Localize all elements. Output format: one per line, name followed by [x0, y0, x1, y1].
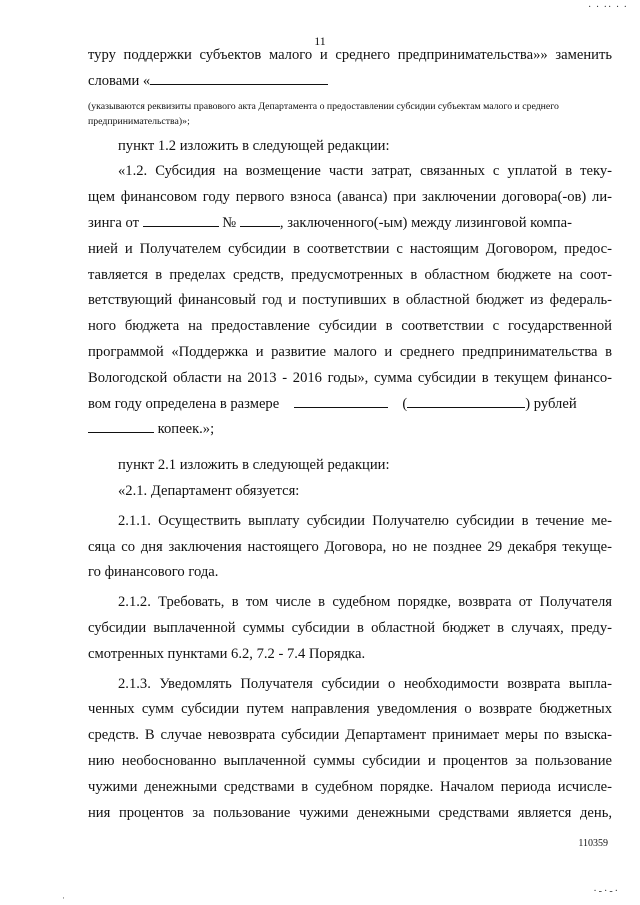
- fill-in-blank: [294, 393, 388, 408]
- text-fragment: вом году определена в размере: [88, 395, 280, 412]
- text-line: «2.1. Департамент обязуется:: [118, 482, 300, 499]
- document-body: [88, 43, 612, 826]
- text-fragment: копеек.»;: [157, 421, 215, 438]
- text-fragment: зинга от: [88, 214, 139, 231]
- page-number: 11: [314, 34, 326, 48]
- text-line: го финансового года.: [88, 564, 219, 581]
- text-line: нию необоснованно выплаченной суммы субсидии и процентов за пользование: [88, 752, 612, 769]
- text-line: 2.1.1. Осуществить выплату субсидии Получателю субсидии в течение ме-: [118, 512, 612, 529]
- text-line: щем финансовом году первого взноса (аванса) при заключении договора(-ов) ли-: [88, 189, 612, 206]
- text-line: 2.1.2. Требовать, в том числе в судебном порядке, возврата от Получателя: [118, 594, 612, 611]
- text-line: пункт 2.1 изложить в следующей редакции:: [118, 457, 390, 474]
- text-line: Вологодской области на 2013 - 2016 годы», сумма субсидии в текущем финансо-: [88, 369, 612, 386]
- text-line: туру поддержки субъектов малого и среднего предпринимательства»» заменить: [88, 47, 612, 63]
- text-line: тавляется в пределах средств, предусмотренных в областном бюджете на соот-: [88, 266, 612, 283]
- text-line: ния процентов за пользование чужими денежными средствами является день,: [88, 804, 612, 821]
- text-line: средств. В случае невозврата субсидии Департамент принимает меры по взыска-: [88, 727, 612, 744]
- text-line-with-blank: [88, 69, 612, 95]
- text-line-with-blank: [88, 392, 612, 418]
- fill-in-blank: [150, 70, 328, 85]
- text-line: сяца со дня заключения настоящего Договора, но не позднее 29 декабря текуще-: [88, 538, 612, 555]
- text-line: нией и Получателем субсидии в соответствии с настоящим Договором, предос-: [88, 240, 612, 257]
- document-code: 110359: [578, 838, 608, 849]
- text-line-with-blank: [88, 211, 612, 237]
- fill-in-blank: [143, 212, 219, 227]
- scan-corner-mark: · · ·· · ·: [588, 2, 628, 13]
- text-fragment: , заключенного(-ым) между лизинговой компа-: [279, 214, 572, 231]
- scan-bottom-mark: ·-·-·: [593, 886, 620, 897]
- text-line-with-blank: [88, 417, 612, 443]
- text-line: пункт 1.2 изложить в следующей редакции:: [118, 137, 390, 154]
- footnote-line: (указываются реквизиты правового акта Департамента о предоставлении субсидии субъектам малого и среднего: [88, 100, 559, 112]
- text-line: ченных сумм субсидии путем направления уведомления о возврате бюджетных: [88, 701, 612, 718]
- text-line: «1.2. Субсидия на возмещение части затрат, связанных с уплатой в теку-: [118, 163, 612, 180]
- fill-in-blank: [407, 393, 525, 408]
- text-fragment: ) рублей: [525, 395, 577, 412]
- text-line: ветствующий финансовый год и поступивших в областной бюджет из федераль-: [88, 292, 612, 309]
- text-line: чужими денежными средствами в судебном порядке. Началом периода исчисле-: [88, 778, 612, 795]
- text-fragment: №: [222, 214, 237, 231]
- text-fragment: словами «: [88, 72, 151, 89]
- text-line: программой «Поддержка и развитие малого и среднего предпринимательства в: [88, 343, 612, 360]
- text-line: субсидии выплаченной суммы субсидии в областной бюджет в случаях, преду-: [88, 619, 612, 636]
- fill-in-blank: [240, 212, 280, 227]
- text-line: 2.1.3. Уведомлять Получателя субсидии о необходимости возврата выпла-: [118, 675, 612, 692]
- text-line: ного бюджета на предоставление субсидии в соответствии с государственной: [88, 318, 612, 335]
- text-line: смотренных пунктами 6.2, 7.2 - 7.4 Порядка.: [88, 645, 366, 662]
- fill-in-blank: [88, 418, 154, 433]
- scan-edge-mark: ·: [62, 893, 65, 903]
- text-fragment: (: [402, 395, 408, 412]
- footnote-line: предпринимательства)»;: [88, 116, 190, 128]
